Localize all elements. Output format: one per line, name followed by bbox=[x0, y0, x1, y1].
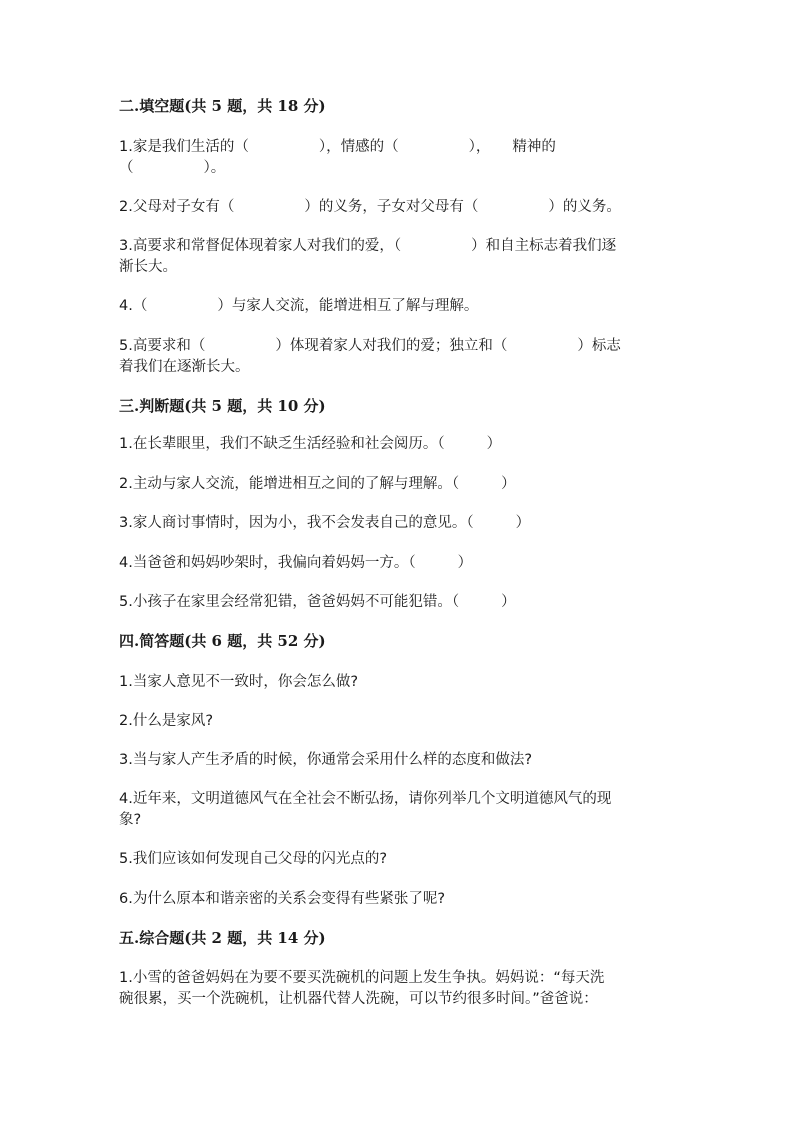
judge-question-3: 3.家人商讨事情时，因为小，我不会发表自己的意见。（ ） bbox=[119, 515, 531, 531]
short-question-3: 3.当与家人产生矛盾的时候，你通常会采用什么样的态度和做法? bbox=[119, 752, 533, 768]
section-fill-title: 二.填空题(共 5 题，共 18 分) bbox=[119, 97, 326, 115]
short-question-4: 4.近年来，文明道德风气在全社会不断弘扬，请你列举几个文明道德风气的现 象? bbox=[119, 791, 612, 828]
fill-question-4: 4.（ ）与家人交流，能增进相互了解与理解。 bbox=[119, 298, 479, 314]
section-judge-title: 三.判断题(共 5 题，共 10 分) bbox=[119, 397, 326, 415]
short-question-1: 1.当家人意见不一致时，你会怎么做? bbox=[119, 674, 359, 690]
judge-question-4: 4.当爸爸和妈妈吵架时，我偏向着妈妈一方。（ ） bbox=[119, 555, 473, 571]
judge-question-1: 1.在长辈眼里，我们不缺乏生活经验和社会阅历。（ ） bbox=[119, 436, 502, 452]
fill-question-1: 1.家是我们生活的（ ），情感的（ ）， 精神的 （ ）。 bbox=[119, 139, 556, 176]
fill-question-3: 3.高要求和常督促体现着家人对我们的爱，（ ）和自主标志着我们逐 渐长大。 bbox=[119, 238, 617, 275]
comp-question-1: 1.小雪的爸爸妈妈在为要不要买洗碗机的问题上发生争执。妈妈说：“每天洗 碗很累，买一个洗碗机，让机器代替人洗碗，可以节约很多时间。”爸爸说： bbox=[119, 970, 605, 1007]
fill-question-5: 5.高要求和（ ）体现着家人对我们的爱；独立和（ ）标志 着我们在逐渐长大。 bbox=[119, 338, 621, 375]
section-comp-title: 五.综合题(共 2 题，共 14 分) bbox=[119, 929, 326, 947]
short-question-2: 2.什么是家风? bbox=[119, 713, 214, 729]
fill-question-2: 2.父母对子女有（ ）的义务，子女对父母有（ ）的义务。 bbox=[119, 199, 621, 215]
judge-question-5: 5.小孩子在家里会经常犯错，爸爸妈妈不可能犯错。（ ） bbox=[119, 594, 516, 610]
short-question-5: 5.我们应该如何发现自己父母的闪光点的? bbox=[119, 851, 388, 867]
short-question-6: 6.为什么原本和谐亲密的关系会变得有些紧张了呢? bbox=[119, 891, 446, 907]
judge-question-2: 2.主动与家人交流，能增进相互之间的了解与理解。（ ） bbox=[119, 476, 516, 492]
section-short-title: 四.简答题(共 6 题，共 52 分) bbox=[119, 632, 326, 650]
